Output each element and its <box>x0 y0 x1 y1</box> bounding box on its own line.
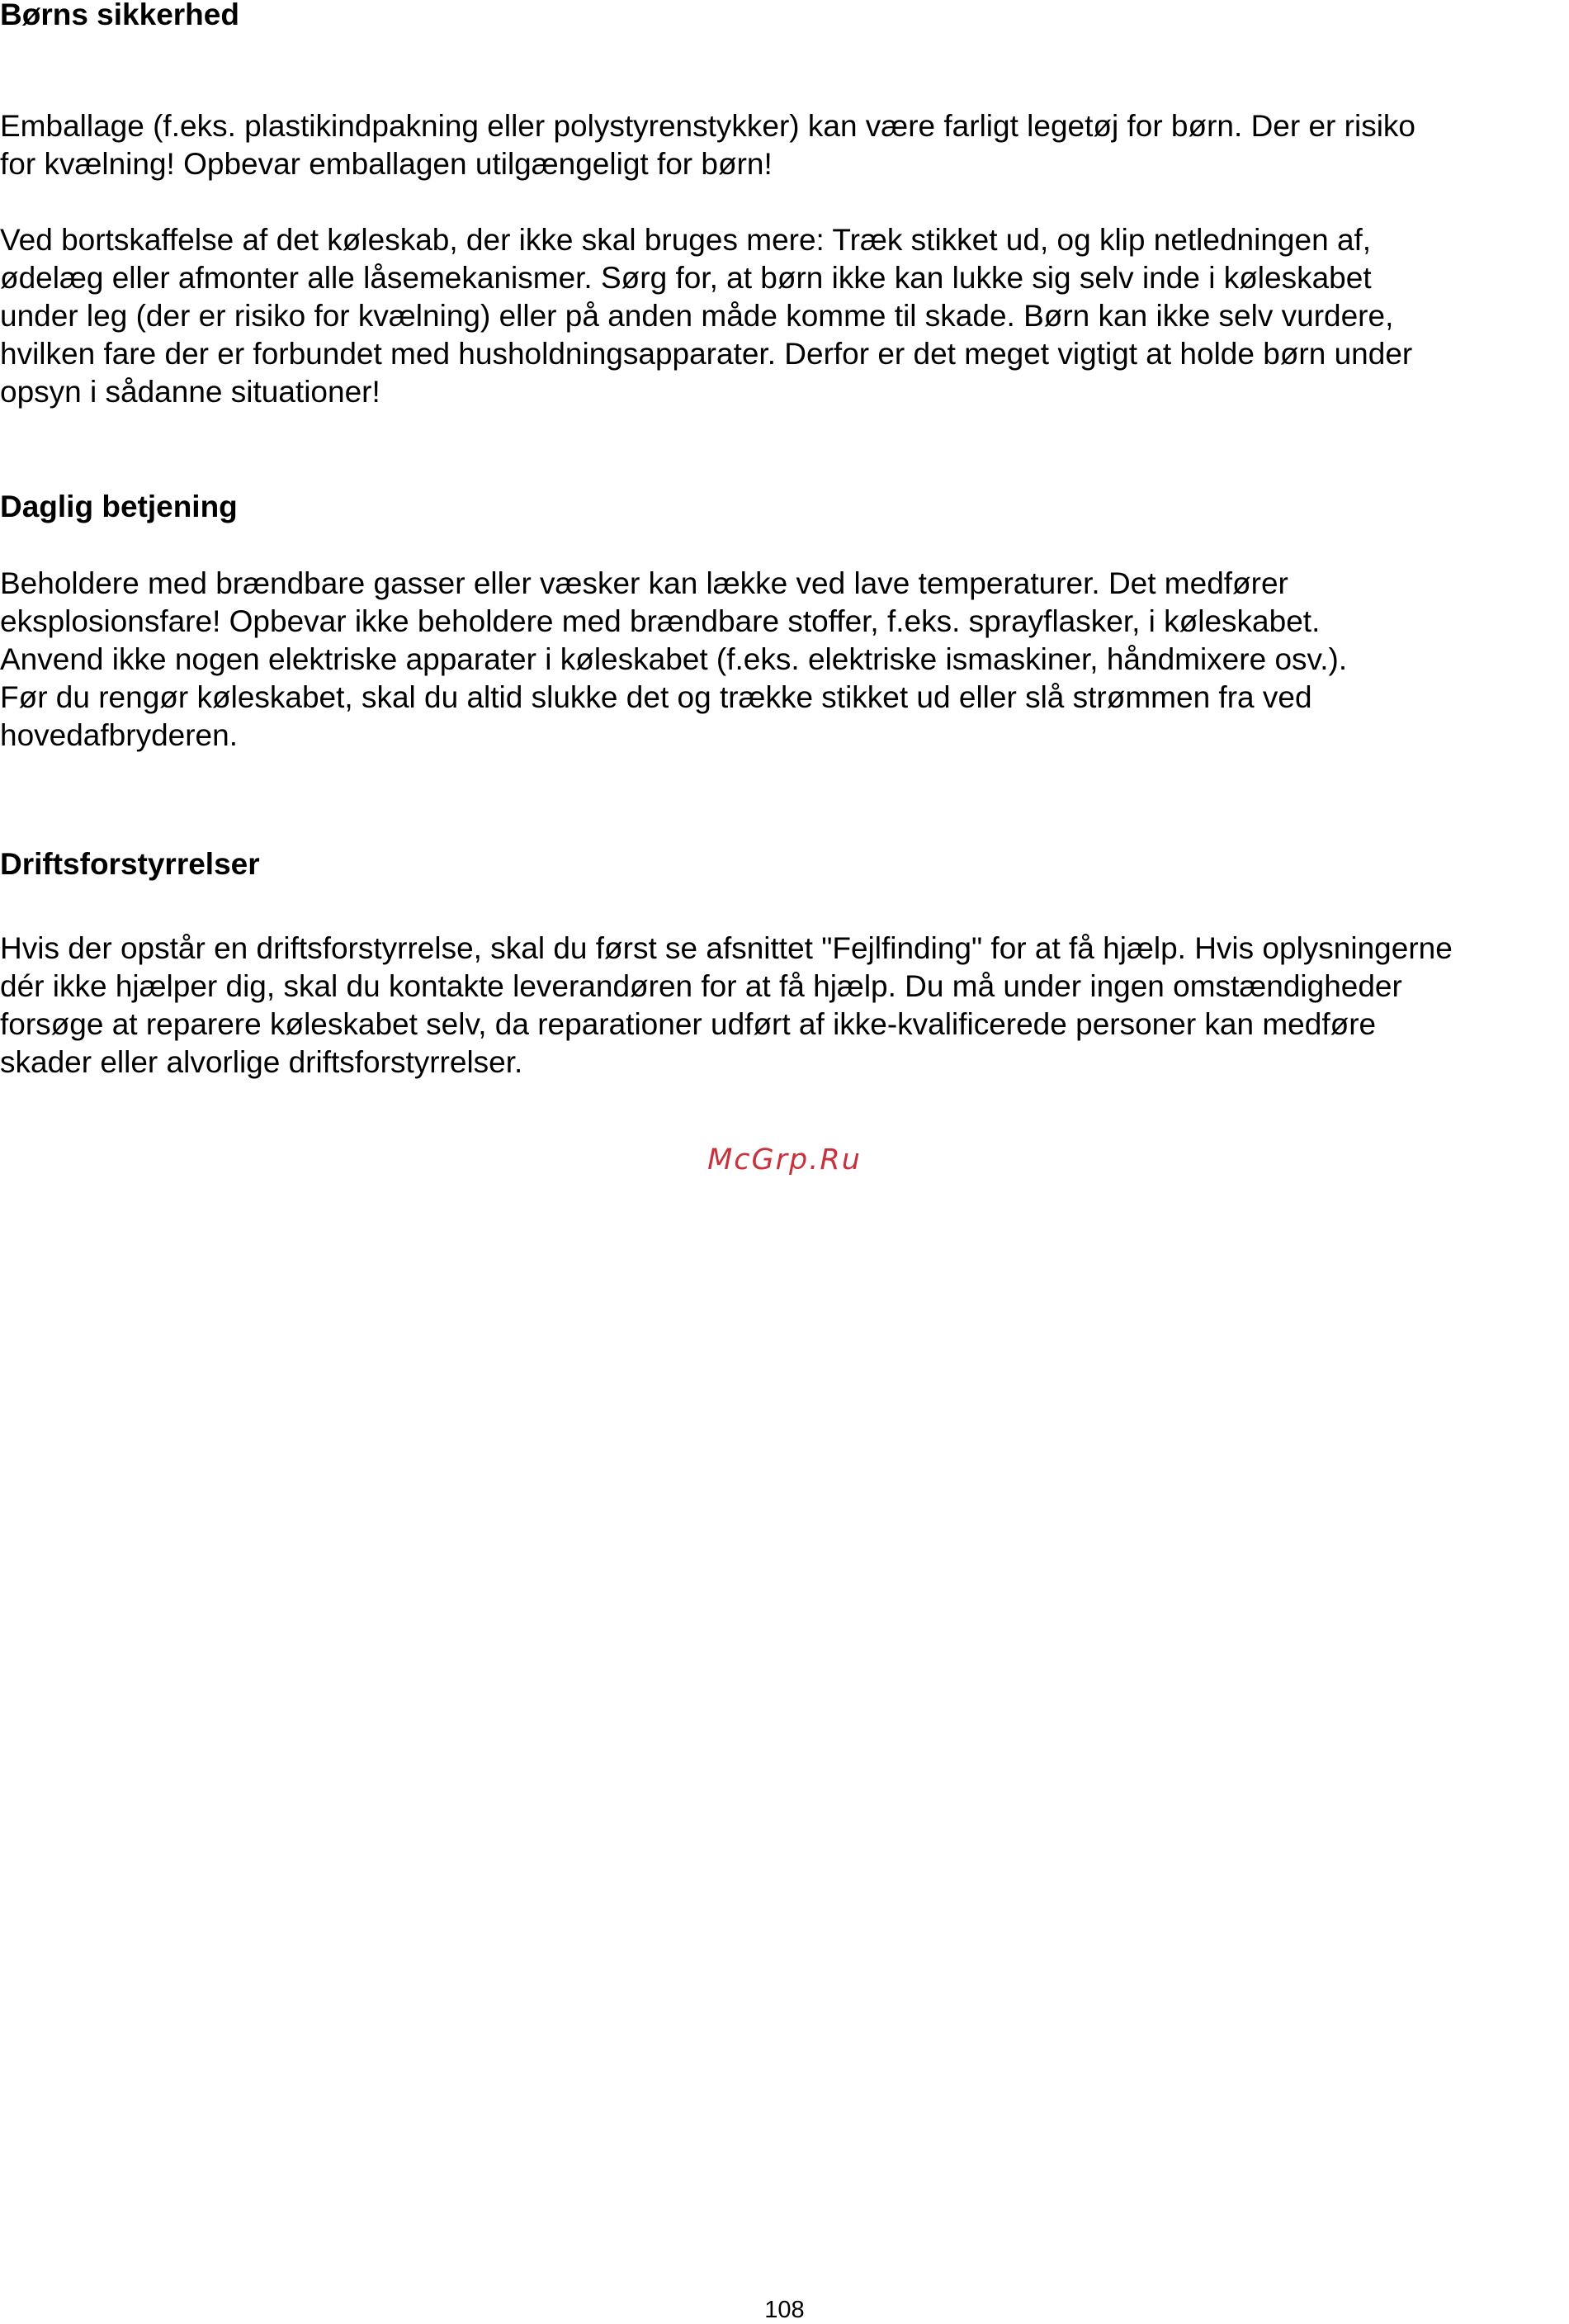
text-line: Emballage (f.eks. plastikindpakning eller polystyrenstykker) kan være farligt legetøj for børn. Der er risiko <box>0 109 1415 143</box>
paragraph-packaging <box>0 107 1564 183</box>
text-line: skader eller alvorlige driftsforstyrrelser. <box>0 1045 523 1079</box>
text-line: Før du rengør køleskabet, skal du altid slukke det og trække stikket ud eller slå strømmen fra ved <box>0 680 1312 714</box>
text-line: dér ikke hjælper dig, skal du kontakte leverandøren for at få hjælp. Du må under ingen omstændigheder <box>0 969 1402 1003</box>
paragraph-daily-operation <box>0 565 1564 755</box>
text-line: for kvælning! Opbevar emballagen utilgængeligt for børn! <box>0 147 773 181</box>
text-line: Ved bortskaffelse af det køleskab, der ikke skal bruges mere: Træk stikket ud, og klip netledningen af, <box>0 223 1372 257</box>
text-line: Beholdere med brændbare gasser eller væsker kan lække ved lave temperaturer. Det medfører <box>0 566 1288 600</box>
text-line: hvilken fare der er forbundet med husholdningsapparater. Derfor er det meget vigtigt at holde børn under <box>0 337 1413 371</box>
paragraph-disposal <box>0 221 1564 411</box>
text-line: hovedafbryderen. <box>0 718 238 752</box>
text-line: forsøge at reparere køleskabet selv, da reparationer udført af ikke-kvalificerede personer kan medføre <box>0 1007 1377 1041</box>
text-line: ødelæg eller afmonter alle låsemekanismer. Sørg for, at børn ikke kan lukke sig selv inde i køleskabet <box>0 261 1372 295</box>
text-line: eksplosionsfare! Opbevar ikke beholdere med brændbare stoffer, f.eks. sprayflasker, i køleskabet. <box>0 604 1321 638</box>
paragraph-malfunctions <box>0 930 1564 1082</box>
text-line: Hvis der opstår en driftsforstyrrelse, skal du først se afsnittet "Fejlfinding" for at få hjælp. Hvis oplysningerne <box>0 931 1453 965</box>
heading-daily-operation: Daglig betjening <box>0 490 238 523</box>
watermark-text: McGrp.Ru <box>707 1143 862 1176</box>
heading-childrens-safety: Børns sikkerhed <box>0 0 239 31</box>
heading-malfunctions: Driftsforstyrrelser <box>0 847 260 881</box>
text-line: opsyn i sådanne situationer! <box>0 375 380 409</box>
text-line: Anvend ikke nogen elektriske apparater i køleskabet (f.eks. elektriske ismaskiner, håndmixere osv.). <box>0 642 1348 676</box>
page-number: 108 <box>764 2297 805 2323</box>
text-line: under leg (der er risiko for kvælning) eller på anden måde komme til skade. Børn kan ikke selv vurdere, <box>0 299 1394 333</box>
